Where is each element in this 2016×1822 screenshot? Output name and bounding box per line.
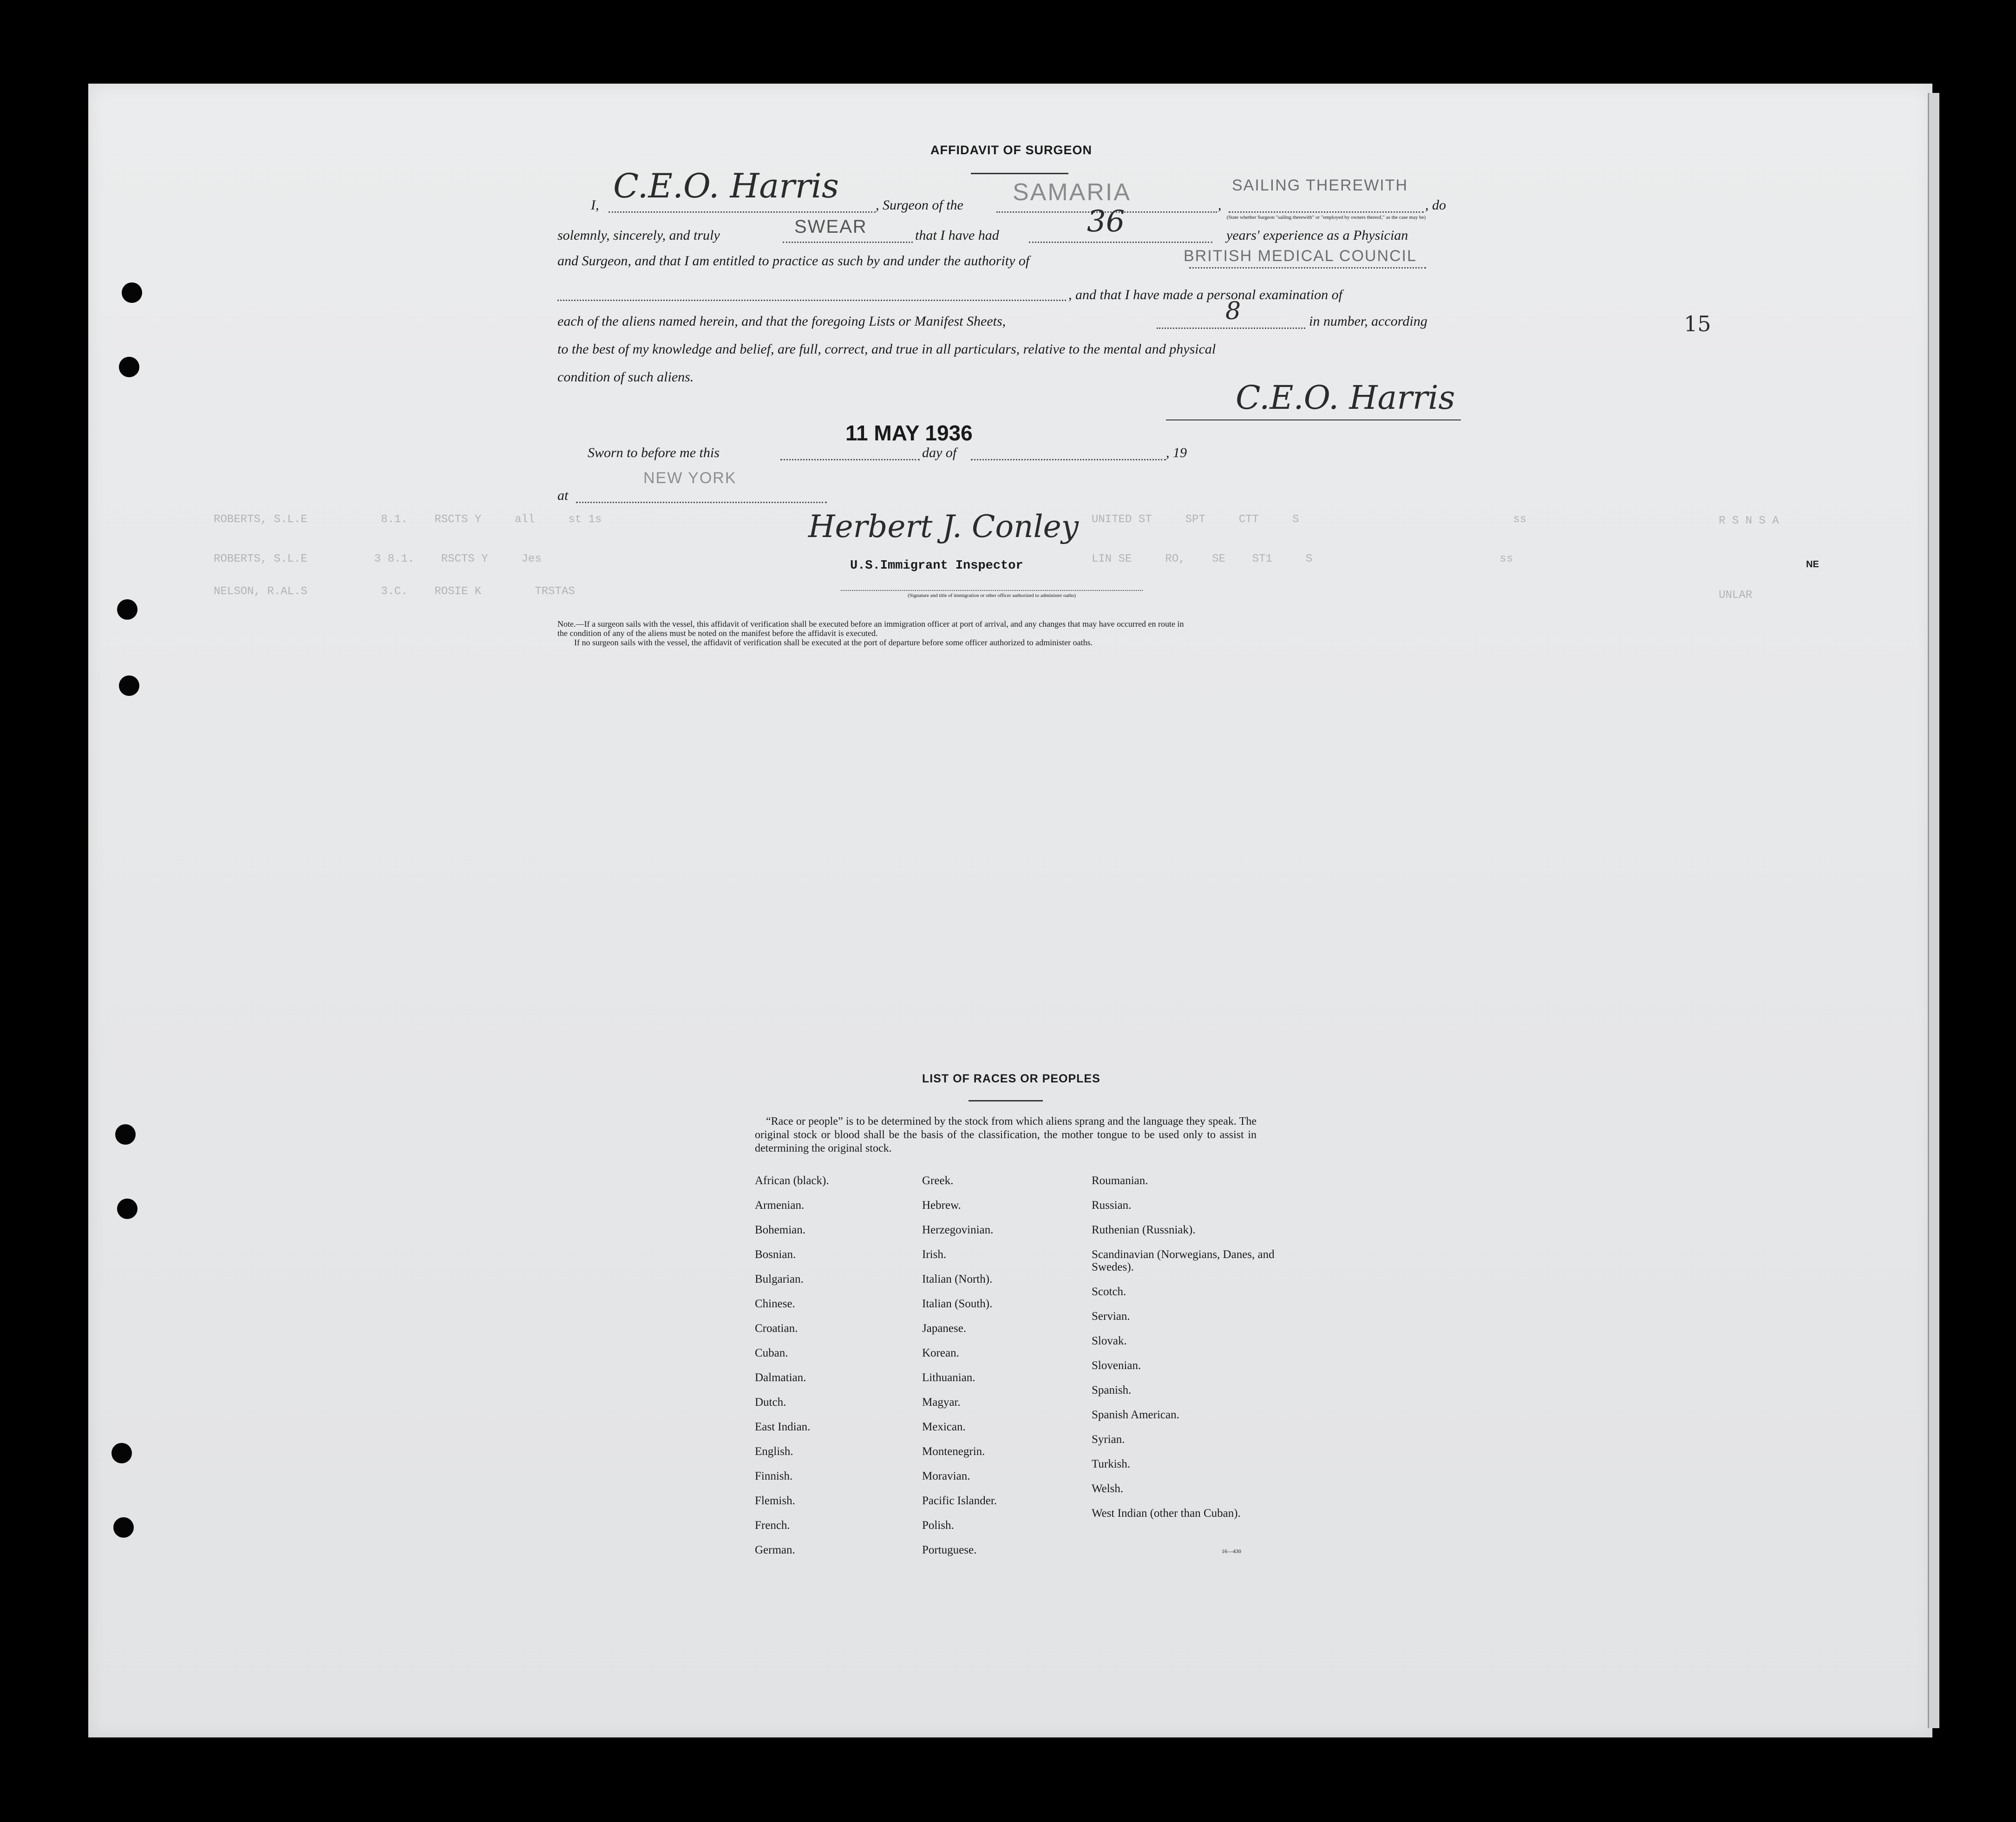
race-item: Croatian. — [755, 1322, 798, 1335]
date-stamp: 11 MAY 1936 — [845, 421, 973, 445]
race-item: Welsh. — [1092, 1482, 1124, 1495]
race-item: Pacific Islander. — [922, 1494, 997, 1507]
race-item: English. — [755, 1445, 793, 1458]
do-label: , do — [1425, 197, 1446, 213]
sheets-line — [1157, 328, 1305, 329]
affidavit-title: AFFIDAVIT OF SURGEON — [930, 143, 1092, 157]
bleed-through-row: LIN SE RO, SE ST1 S ss — [1092, 553, 1513, 565]
race-item: Italian (North). — [922, 1273, 993, 1285]
race-item: Polish. — [922, 1519, 954, 1532]
races-title: LIST OF RACES OR PEOPLES — [922, 1072, 1100, 1085]
race-item: Chinese. — [755, 1298, 795, 1310]
at-label: at — [557, 488, 569, 503]
note-line-1: Note.—If a surgeon sails with the vessel, this affidavit of verification shall be executed before an immigration officer at port of arrival, and any changes that may have occurred en route in — [557, 619, 1184, 629]
authority-stamp: BRITISH MEDICAL COUNCIL — [1184, 247, 1417, 265]
title-underline — [971, 173, 1068, 174]
line2-prefix: solemnly, sincerely, and truly — [557, 228, 720, 243]
races-intro: “Race or people” is to be determined by the stock from which aliens sprang and the language they speak. The original stock or blood shall be the basis of the classification, the mother tongue to be used only to assist in determining the original stock. — [755, 1115, 1257, 1154]
race-item: French. — [755, 1519, 790, 1532]
race-item: Hebrew. — [922, 1199, 961, 1212]
note-line-2: the condition of any of the aliens must be noted on the manifest before the affidavit is executed. — [557, 629, 878, 638]
race-item: Scotch. — [1092, 1285, 1126, 1298]
signature-line — [1166, 419, 1461, 420]
sheets-handwritten: 8 — [1225, 297, 1241, 325]
race-item: Russian. — [1092, 1199, 1132, 1212]
race-item: Magyar. — [922, 1396, 961, 1409]
year-prefix: , 19 — [1166, 445, 1187, 460]
race-item: Irish. — [922, 1248, 947, 1261]
page-number-handwritten: 15 — [1684, 311, 1711, 336]
bleed-through-row: NELSON, R.AL.S 3.C. ROSIE K TRSTAS — [214, 585, 575, 598]
race-item: Korean. — [922, 1347, 959, 1359]
sworn-day-line — [780, 459, 920, 460]
bleed-through-row: UNLAR — [1719, 589, 1753, 602]
surgeon-name-line — [609, 211, 876, 213]
page-edge — [1928, 93, 1939, 1728]
sworn-prefix: Sworn to before me this — [588, 445, 720, 460]
race-item: Flemish. — [755, 1494, 795, 1507]
surgeon-signature: C.E.O. Harris — [1236, 379, 1455, 417]
race-item: Greek. — [922, 1174, 954, 1187]
race-item: Montenegrin. — [922, 1445, 985, 1458]
authority-continued-line — [557, 300, 1066, 301]
race-item: Dutch. — [755, 1396, 786, 1409]
race-item: Slovenian. — [1092, 1359, 1141, 1372]
sailing-note: (State whether Surgeon "sailing therewith" or "employed by owners thereof," as the case may be) — [1226, 215, 1426, 220]
surgeon-name-handwritten: C.E.O. Harris — [613, 166, 839, 205]
bleed-through-row: R S N S A — [1719, 515, 1779, 527]
race-item: Bosnian. — [755, 1248, 796, 1261]
line4-text: , and that I have made a personal examination of — [1068, 287, 1342, 302]
swear-line — [783, 242, 913, 243]
bleed-through-row: ROBERTS, S.L.E 8.1. RSCTS Y all st 1s — [214, 513, 602, 526]
races-column-2 — [922, 1174, 997, 1568]
line7-text: condition of such aliens. — [557, 369, 694, 385]
races-column-1 — [755, 1174, 829, 1568]
at-line — [576, 502, 827, 503]
inspector-signature: Herbert J. Conley — [808, 509, 1079, 544]
manifest-page — [88, 84, 1932, 1737]
form-number: 16—430 — [1222, 1548, 1241, 1554]
day-of-label: day of — [922, 445, 957, 460]
inspector-title: U.S.Immigrant Inspector — [850, 559, 1023, 573]
years-handwritten: 36 — [1087, 204, 1125, 239]
sworn-month-line — [971, 459, 1166, 460]
race-item: Japanese. — [922, 1322, 967, 1335]
race-item: Turkish. — [1092, 1458, 1131, 1470]
race-item: Slovak. — [1092, 1335, 1127, 1347]
race-item: Armenian. — [755, 1199, 805, 1212]
race-item: African (black). — [755, 1174, 829, 1187]
sailing-therewith-stamp: SAILING THEREWITH — [1232, 177, 1408, 194]
race-item: German. — [755, 1544, 795, 1556]
binder-hole — [119, 675, 139, 696]
race-item: Bohemian. — [755, 1224, 806, 1236]
years-experience-label: years' experience as a Physician — [1226, 228, 1408, 243]
race-item: Syrian. — [1092, 1433, 1125, 1446]
race-item: Italian (South). — [922, 1298, 993, 1310]
inspector-line — [841, 590, 1143, 591]
swear-stamp: SWEAR — [794, 216, 867, 237]
race-item: Lithuanian. — [922, 1371, 975, 1384]
line1-prefix: I, — [591, 197, 599, 213]
ne-mark: NE — [1806, 559, 1819, 570]
signature-caption: (Signature and title of immigration or other officer authorized to administer oaths) — [908, 593, 1076, 598]
authority-line — [1189, 267, 1426, 269]
race-item: Ruthenian (Russniak). — [1092, 1224, 1196, 1236]
race-item: Herzegovinian. — [922, 1224, 994, 1236]
binder-hole — [122, 282, 142, 303]
surgeon-of-the-label: , Surgeon of the — [876, 197, 963, 213]
line5-text: each of the aliens named herein, and that the foregoing Lists or Manifest Sheets, — [557, 314, 1006, 329]
that-i-have-had-label: that I have had — [915, 228, 999, 243]
in-number-label: in number, according — [1309, 314, 1427, 329]
races-column-3 — [1092, 1174, 1277, 1532]
race-item: Cuban. — [755, 1347, 788, 1359]
bleed-through-row: UNITED ST SPT CTT S ss — [1092, 513, 1527, 526]
binder-hole — [117, 599, 137, 620]
race-item: Scandinavian (Norwegians, Danes, and Swedes). — [1092, 1248, 1275, 1273]
race-item: Spanish. — [1092, 1384, 1132, 1396]
race-item: Spanish American. — [1092, 1409, 1179, 1421]
race-item: Dalmatian. — [755, 1371, 806, 1384]
race-item: Mexican. — [922, 1421, 966, 1433]
race-item: Roumanian. — [1092, 1174, 1148, 1187]
place-stamp: NEW YORK — [643, 469, 737, 487]
race-item: Moravian. — [922, 1470, 970, 1482]
ship-name-stamp: SAMARIA — [1013, 179, 1132, 206]
binder-hole — [111, 1443, 132, 1463]
binder-hole — [119, 357, 139, 377]
race-item: Servian. — [1092, 1310, 1130, 1323]
line6-text: to the best of my knowledge and belief, are full, correct, and true in all particulars, relative to the mental and physical — [557, 341, 1216, 357]
race-item: Bulgarian. — [755, 1273, 804, 1285]
race-item: Portuguese. — [922, 1544, 977, 1556]
comma: , — [1218, 197, 1222, 213]
bleed-through-row: ROBERTS, S.L.E 3 8.1. RSCTS Y Jes — [214, 553, 542, 565]
races-title-underline — [969, 1100, 1043, 1101]
line3-text: and Surgeon, and that I am entitled to practice as such by and under the authority of — [557, 253, 1030, 269]
binder-hole — [115, 1124, 136, 1145]
binder-hole — [113, 1517, 134, 1538]
race-item: West Indian (other than Cuban). — [1092, 1507, 1241, 1520]
race-item: East Indian. — [755, 1421, 811, 1433]
sailing-line — [1229, 211, 1424, 213]
note-line-3: If no surgeon sails with the vessel, the affidavit of verification shall be executed at the port of departure before some officer authorized to administer oaths. — [574, 638, 1093, 647]
binder-hole — [117, 1199, 137, 1219]
years-line — [1029, 242, 1212, 243]
race-item: Finnish. — [755, 1470, 793, 1482]
